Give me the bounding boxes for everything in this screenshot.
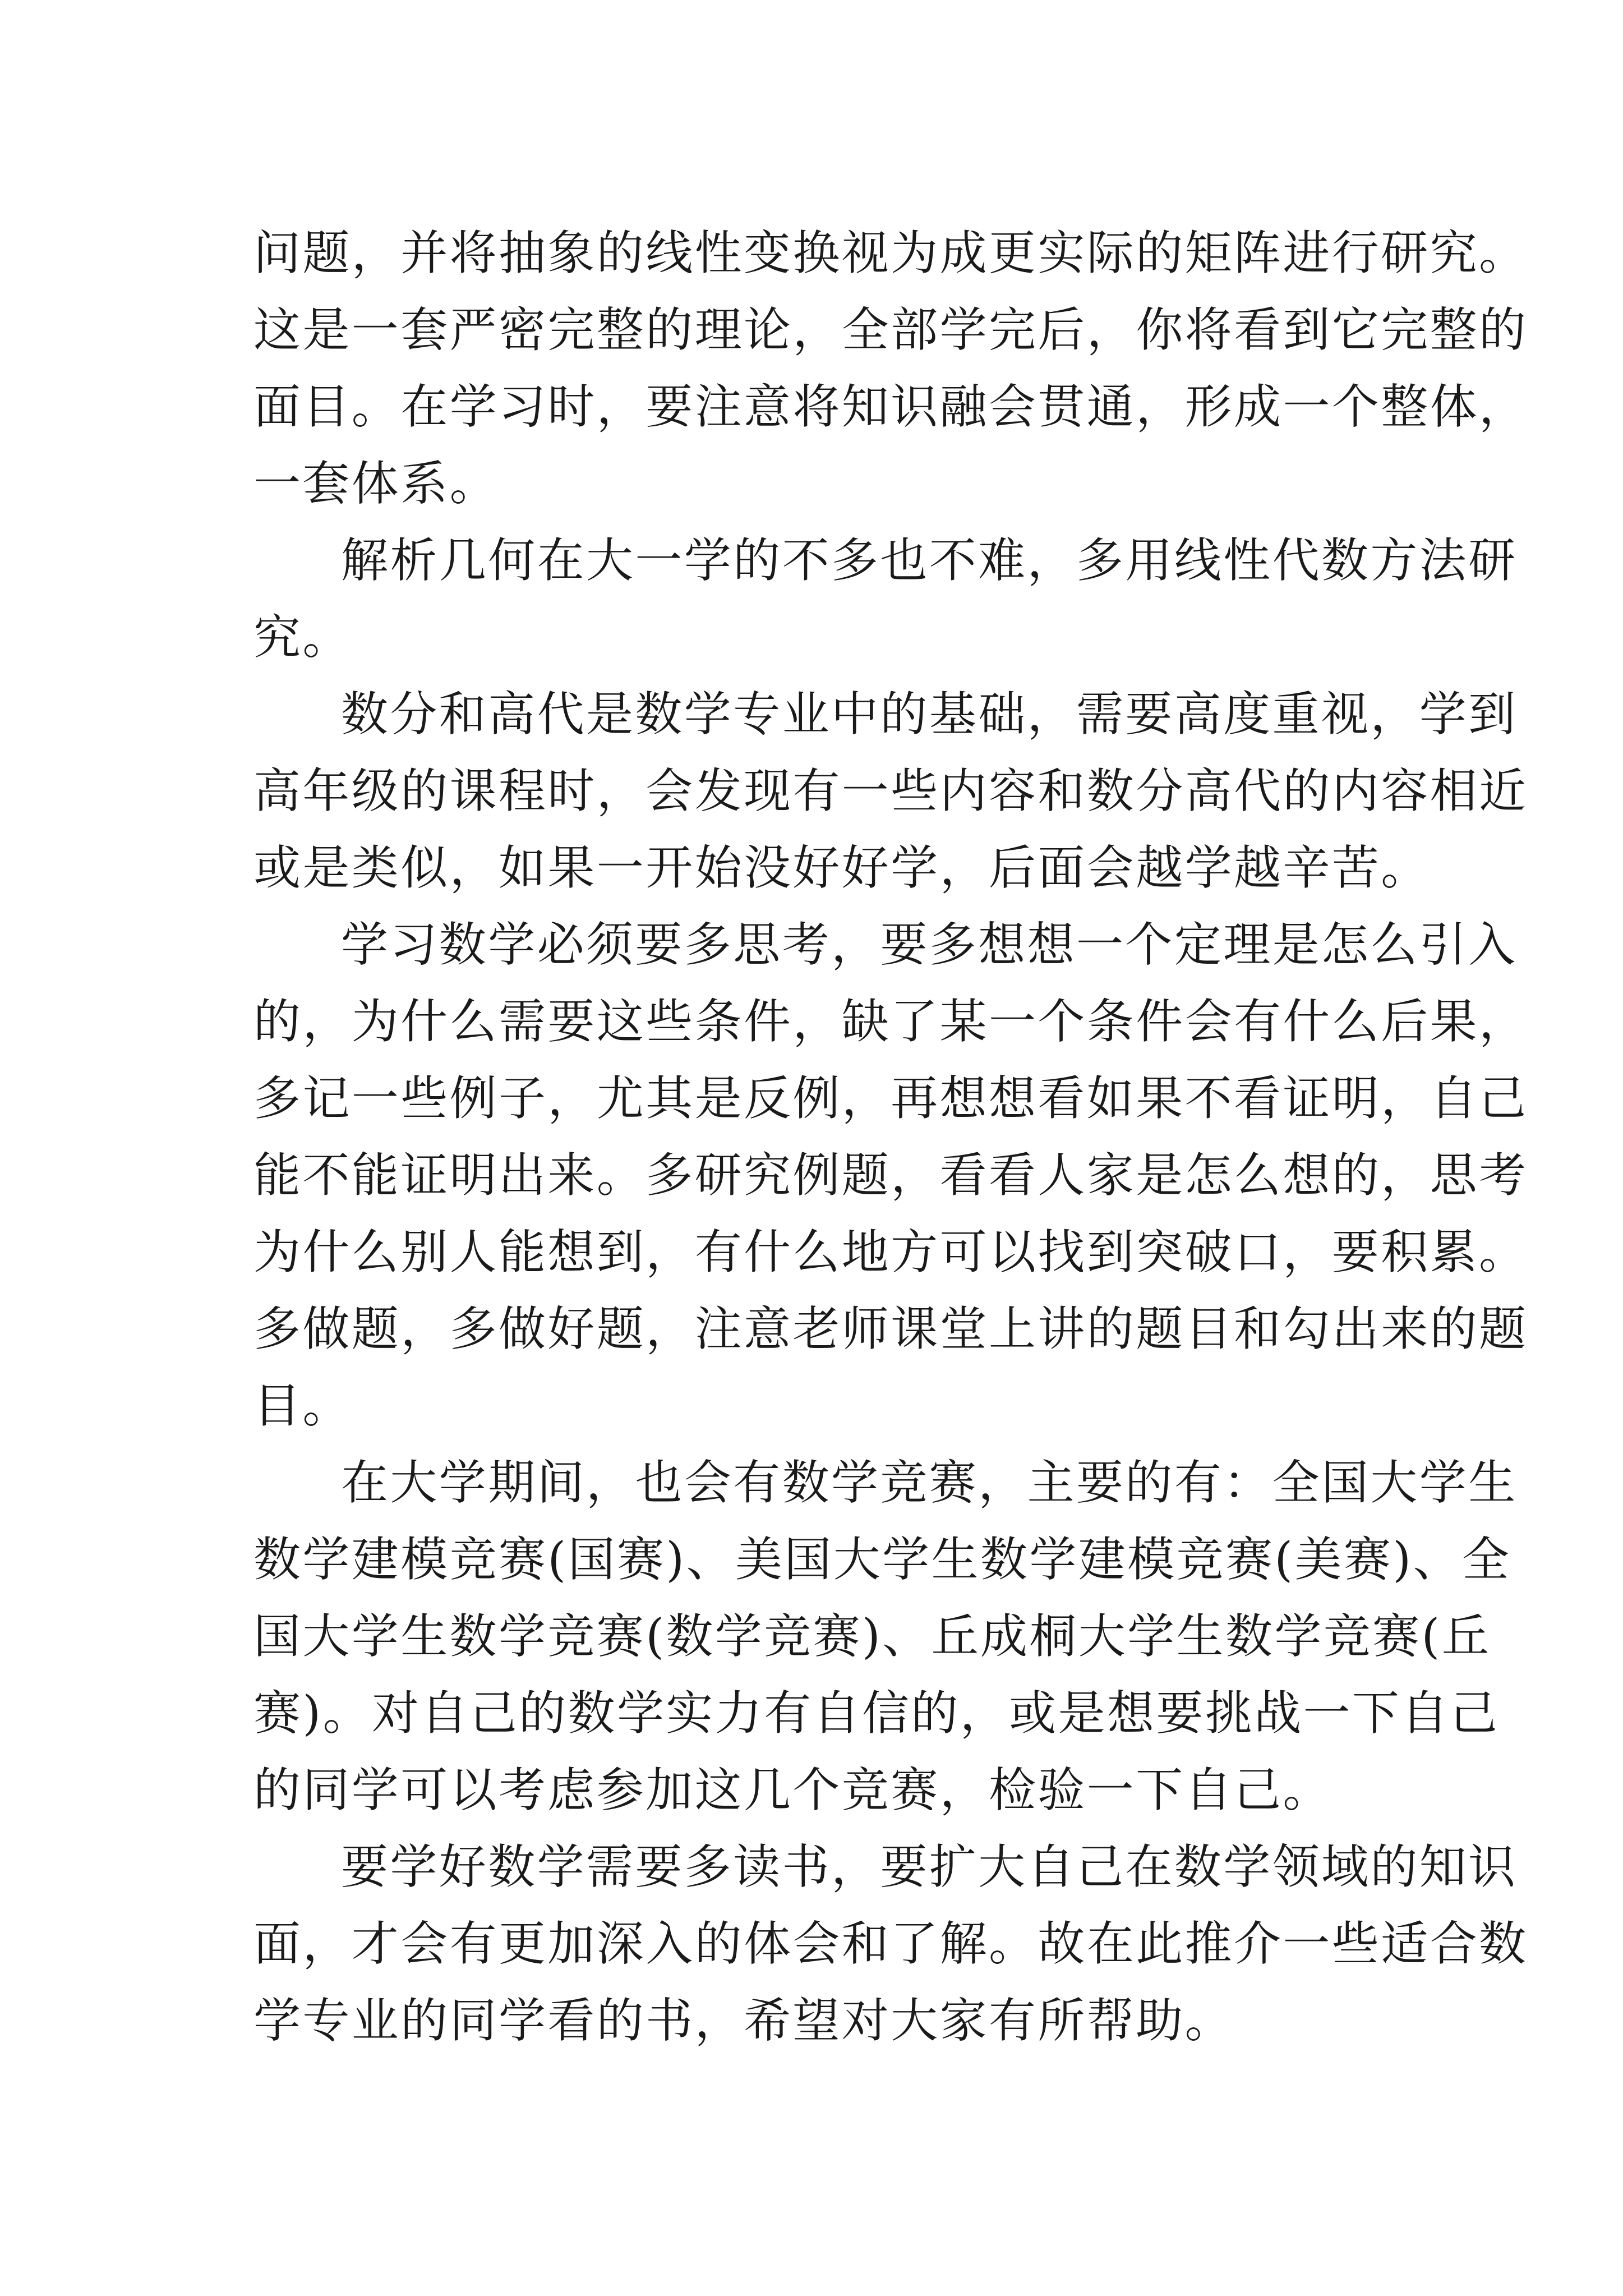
text-line: 国大学生数学竞赛(数学竞赛)、丘成桐大学生数学竞赛(丘: [253, 1609, 1491, 1664]
body-text: [253, 215, 1528, 2059]
text-line: 问题，并将抽象的线性变换视为成更实际的矩阵进行研究。: [253, 226, 1528, 280]
text-line: 的同学可以考虑参加这几个竞赛，检验一下自己。: [253, 1763, 1332, 1818]
text-line: 为什么别人能想到，有什么地方可以找到突破口，要积累。: [253, 1225, 1528, 1280]
text-line: 的，为什么需要这些条件，缺了某一个条件会有什么后果，: [253, 994, 1528, 1049]
text-line: 在大学期间，也会有数学竞赛，主要的有：全国大学生: [341, 1455, 1518, 1510]
text-line: 高年级的课程时，会发现有一些内容和数分高代的内容相近: [253, 763, 1528, 818]
text-line: 学专业的同学看的书，希望对大家有所帮助。: [253, 1993, 1234, 2048]
paragraph-1: [253, 215, 1528, 522]
text-line: 一套体系。: [253, 456, 499, 511]
text-line: 赛)。对自己的数学实力有自信的，或是想要挑战一下自己: [253, 1686, 1500, 1741]
text-line: 多记一些例子，尤其是反例，再想想看如果不看证明，自己: [253, 1071, 1528, 1126]
text-line: 学习数学必须要多思考，要多想想一个定理是怎么引入: [341, 917, 1518, 972]
text-line: 目。: [253, 1378, 352, 1433]
text-line: 这是一套严密完整的理论，全部学完后，你将看到它完整的: [253, 302, 1528, 357]
paragraph-4: [253, 907, 1528, 1444]
paragraph-5: [253, 1444, 1518, 1829]
text-line: 数学建模竞赛(国赛)、美国大学生数学建模竞赛(美赛)、全: [253, 1532, 1511, 1587]
paragraph-6: [253, 1829, 1528, 2059]
text-line: 面，才会有更加深入的体会和了解。故在此推介一些适合数: [253, 1916, 1528, 1971]
text-line: 面目。在学习时，要注意将知识融会贯通，形成一个整体，: [253, 379, 1528, 434]
paragraph-3: [253, 676, 1528, 907]
text-line: 能不能证明出来。多研究例题，看看人家是怎么想的，思考: [253, 1148, 1528, 1203]
text-line: 究。: [253, 610, 352, 665]
text-line: 多做题，多做好题，注意老师课堂上讲的题目和勾出来的题: [253, 1301, 1528, 1356]
text-line: 解析几何在大一学的不多也不难，多用线性代数方法研: [341, 533, 1518, 588]
text-line: 数分和高代是数学专业中的基础，需要高度重视，学到: [341, 687, 1518, 742]
paragraph-2: [253, 522, 1518, 676]
text-line: 或是类似，如果一开始没好好学，后面会越学越辛苦。: [253, 840, 1430, 895]
text-line: 要学好数学需要多读书，要扩大自己在数学领域的知识: [341, 1839, 1518, 1894]
